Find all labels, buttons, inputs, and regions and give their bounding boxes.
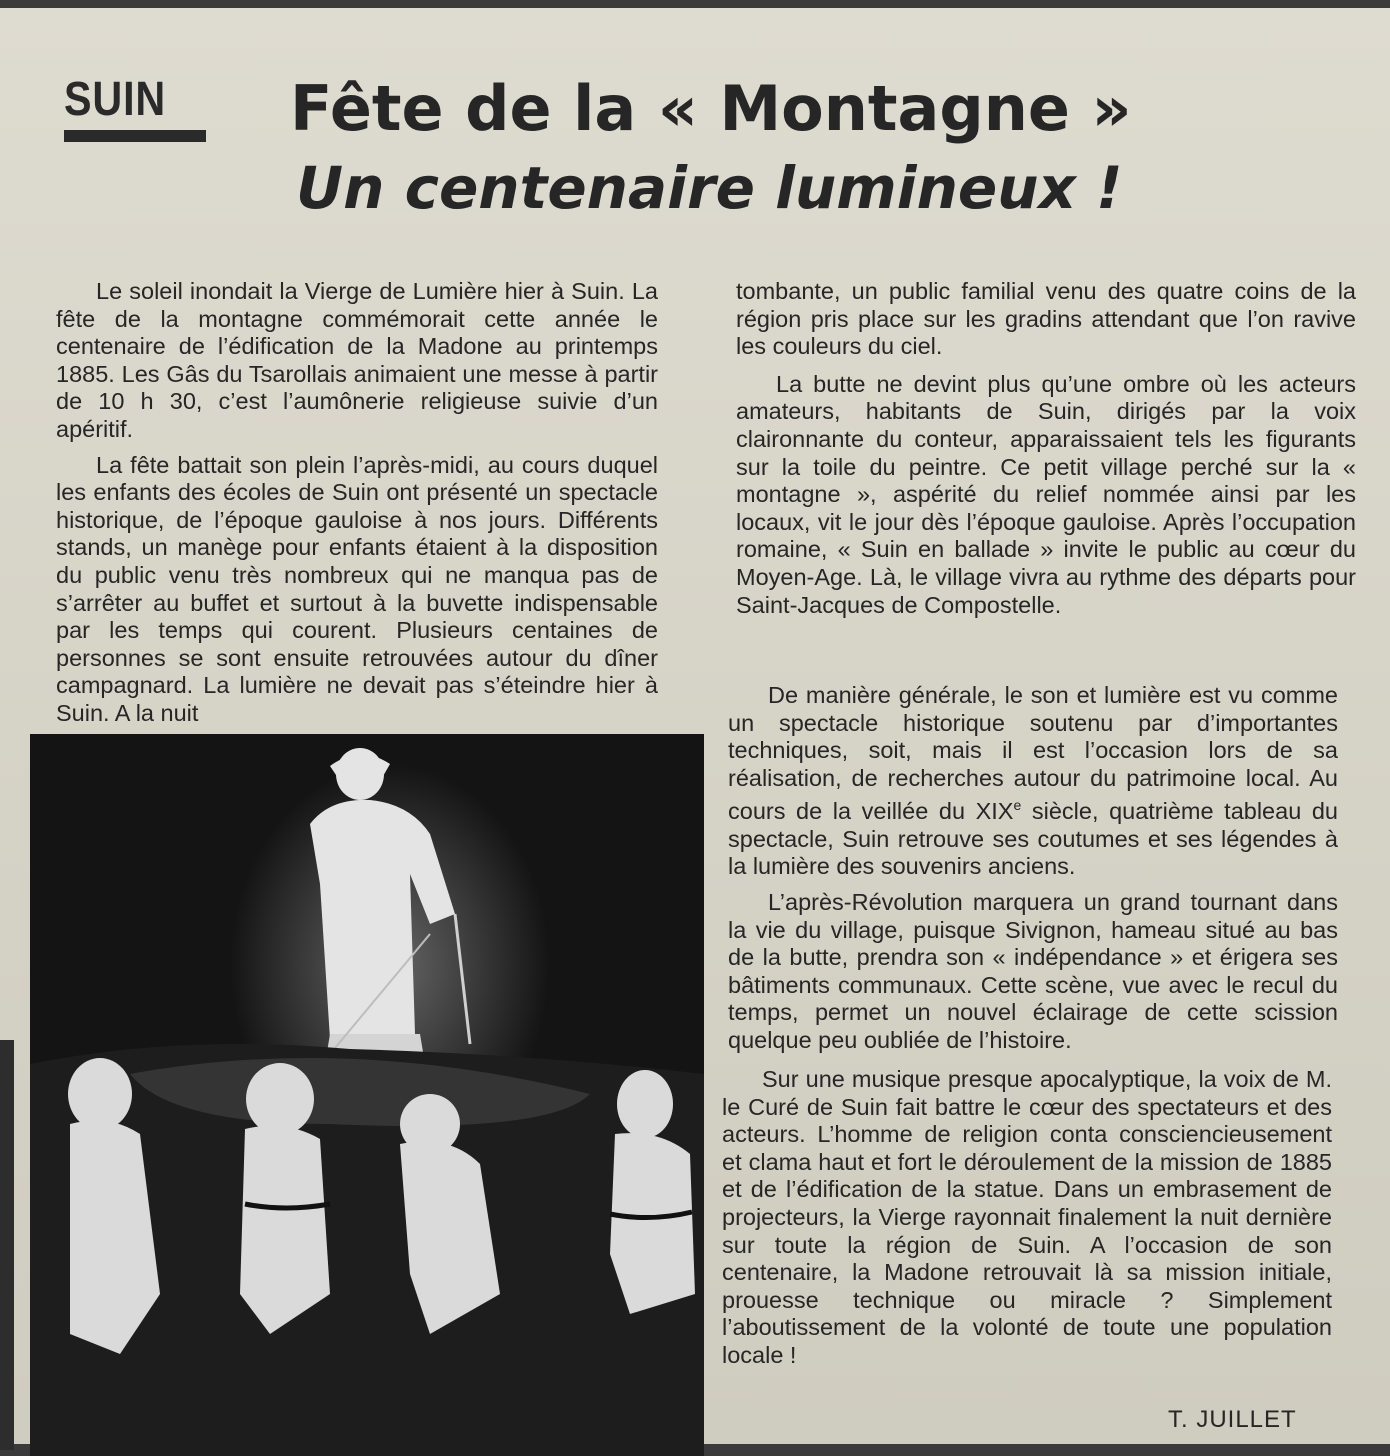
right-paragraph-3-text-b: siècle, quatrième tableau du spectacle, Suin retrouve ses coutumes et ses légendes à la lumière des souvenirs anciens. <box>728 798 1338 880</box>
left-column <box>56 278 658 728</box>
night-performance-photo <box>30 734 704 1456</box>
right-column-top <box>736 278 1356 619</box>
right-paragraph-4: L’après-Révolution marquera un grand tournant dans la vie du village, puisque Sivignon, hameau situé au bas de la butte, prendra son « indépendance » et érigera ses bâtiments communaux. Cette scène, vue avec le recul du temps, permet un nouvel éclairage de cette scission quelque peu oubliée de l’histoire. <box>728 888 1338 1053</box>
kicker-text: SUIN <box>64 73 167 126</box>
left-paragraph-2: La fête battait son plein l’après-midi, au cours duquel les enfants des écoles de Suin ont présenté un spectacle historique, de l’époque gauloise à nos jours. Différents stands, un manège pour enfants étaient à la disposition du public venu très nombreux qui ne manqua pas de s’arrêter au buffet et surtout à la buvette indispensable par les temps qui courent. Plusieurs centaines de personnes se sont ensuite retrouvées autour du dîner campagnard. La lumière ne devait pas s’éteindre hier à Suin. A la nuit <box>56 451 658 726</box>
right-paragraph-1: tombante, un public familial venu des quatre coins de la région pris place sur les gradins attendant que l’on ravive les couleurs du ciel. <box>736 278 1356 360</box>
left-paragraph-1: Le soleil inondait la Vierge de Lumière hier à Suin. La fête de la montagne commémorait cette année le centenaire de l’édification de la Madone au printemps 1885. Les Gâs du Tsarollais animaient une messe à partir de 10 h 30, c’est l’aumônerie religieuse suivie d’un apéritif. <box>56 278 658 442</box>
right-column-middle <box>728 682 1338 1055</box>
subheadline: Un centenaire lumineux ! <box>296 154 1123 222</box>
right-paragraph-3-text-a: De manière générale, le son et lumière est vu comme un spectacle historique soutenu par d’importantes techniques, soit, mais il est l’occasion lors de sa réalisation, de recherches autour du patrimoine local. Au cours de la veillée du XIX <box>728 682 1338 825</box>
right-paragraph-3 <box>728 682 1338 881</box>
photo-illustration <box>30 734 704 1456</box>
century-superscript: e <box>1013 797 1022 814</box>
page-edge-shadow <box>0 1040 14 1450</box>
author-signature: T. JUILLET <box>1168 1406 1297 1433</box>
section-kicker <box>64 72 206 144</box>
kicker-underline <box>64 130 206 142</box>
right-paragraph-2: La butte ne devint plus qu’une ombre où les acteurs amateurs, habitants de Suin, dirigés par la voix claironnante du conteur, apparaissaient tels les figurants sur la toile du peintre. Ce petit village perché sur la « montagne », aspérité du relief nommée ainsi par les locaux, vit le jour dès l’époque gauloise. Après l’occupation romaine, « Suin en ballade » invite le public au cœur du Moyen-Age. Là, le village vivra au rythme des départs pour Saint-Jacques de Compostelle. <box>736 370 1356 618</box>
newspaper-page <box>0 8 1390 1444</box>
headline: Fête de la « Montagne » <box>290 72 1132 145</box>
right-paragraph-5: Sur une musique presque apocalyptique, la voix de M. le Curé de Suin fait battre le cœur des spectateurs et des acteurs. L’homme de religion conta consciencieusement et clama haut et fort le déroulement de la mission de 1885 et de l’édification de la statue. Dans un embrasement de projecteurs, la Vierge rayonnait finalement la nuit dernière sur toute la région de Suin. A l’occasion de son centenaire, la Madone retrouvait là sa mission initiale, prouesse technique ou miracle ? Simplement l’aboutissement de la volonté de toute une population locale ! <box>722 1066 1332 1368</box>
right-column-bottom <box>722 1066 1332 1370</box>
